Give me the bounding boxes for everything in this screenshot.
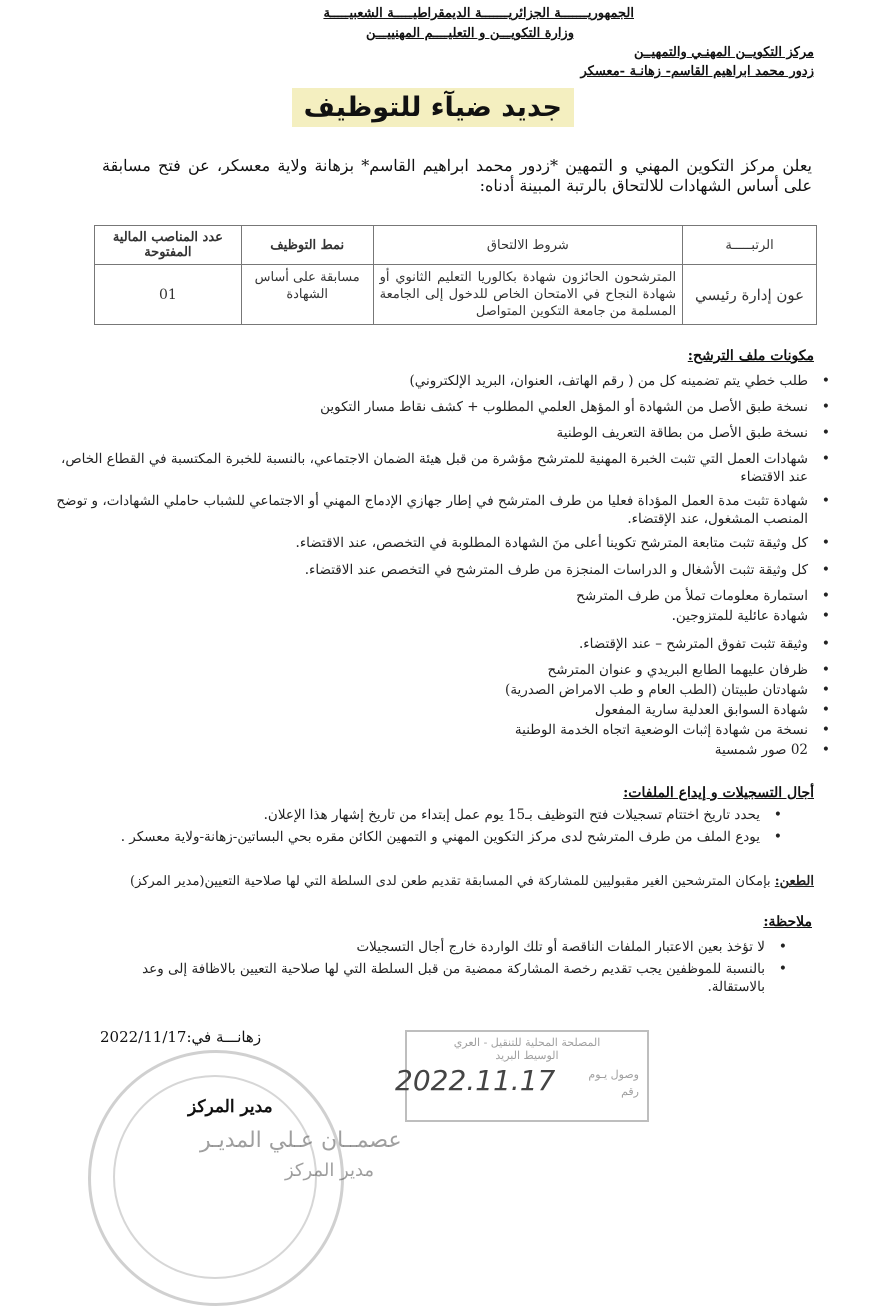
list-item: • يحدد تاريخ اختتام تسجيلات فتح التوظيف بـ15 يوم عمل إبتداء من تاريخ إشهار هذا الإعلان. bbox=[82, 806, 782, 824]
received-stamp bbox=[395, 1030, 649, 1122]
list-item: • شهادتان طبيتان (الطب العام و طب الامراض الصدرية) bbox=[55, 681, 830, 699]
appeal-text: بإمكان المترشحين الغير مقبوليين للمشاركة في المسابقة تقديم طعن لدى السلطة التي لها صلاحية التعيين(مدير المركز) bbox=[130, 874, 771, 889]
cell-rank: عون إدارة رئيسي bbox=[683, 265, 817, 325]
list-item: • شهادة تثبت مدة العمل المؤداة فعليا من طرف المترشح في إطار جهازي الإدماج المهني أو الاجتماعي للشباب حاملي الشهادات، و توضح المنصب المشغول، عند الإقتضاء. bbox=[55, 492, 830, 528]
positions-table bbox=[94, 225, 817, 325]
table-header-row bbox=[95, 226, 817, 265]
name-stamp: عصمــان عـلي المديـر bbox=[200, 1128, 402, 1153]
appeal-paragraph bbox=[74, 872, 814, 891]
header-conditions: شروط الالتحاق bbox=[373, 226, 682, 265]
list-item: • نسخة طبق الأصل من بطاقة التعريف الوطنية bbox=[55, 424, 830, 442]
deadlines-list bbox=[82, 806, 782, 846]
list-item: • شهادة عائلية للمتزوجين. bbox=[55, 607, 830, 625]
ministry-header: وزارة التكويـــن و التعليــــم المهنييـــن bbox=[365, 26, 574, 41]
file-components-heading: مكونات ملف الترشح: bbox=[687, 348, 814, 364]
intro-paragraph: يعلن مركز التكوين المهني و التمهين *زدور محمد ابراهيم القاسم* بزهانة ولاية معسكر، عن فتح مسابقة على أساس الشهادات للالتحاق بالرتبة المبينة أدناه: bbox=[102, 156, 812, 195]
appeal-label: الطعن: bbox=[774, 874, 814, 889]
list-item: • ظرفان عليهما الطابع البريدي و عنوان المترشح bbox=[55, 661, 830, 679]
notes-list bbox=[87, 938, 787, 996]
list-item: • شهادة السوابق العدلية سارية المفعول bbox=[55, 701, 830, 719]
notes-heading: ملاحظة: bbox=[763, 914, 812, 930]
list-item: • بالنسبة للموظفين يجب تقديم رخصة المشاركة ممضية من قبل السلطة التي لها صلاحية التعيين بالاظافة إلى وعد بالاستقالة. bbox=[87, 960, 787, 996]
place-date: زهانـــة في:2022/11/17 bbox=[100, 1028, 262, 1046]
header-rank: الرتبـــــة bbox=[683, 226, 817, 265]
cell-count: 01 bbox=[95, 265, 242, 325]
table-row bbox=[95, 265, 817, 325]
deadlines-heading: أجال التسجيلات و إيداع الملفات: bbox=[623, 785, 814, 801]
received-stamp-line2: الوسيط البريد bbox=[495, 1049, 559, 1062]
signatory-title: مدير المركز bbox=[188, 1097, 273, 1117]
center-location: زدور محمد ابراهيم القاسم- زهانـة -معسكر bbox=[580, 64, 814, 79]
header-count: عدد المناصب المالية المفتوحة bbox=[95, 226, 242, 265]
cell-mode: مسابقة على أساس الشهادة bbox=[241, 265, 373, 325]
list-item: • نسخة من شهادة إثبات الوضعية اتجاه الخدمة الوطنية bbox=[55, 721, 830, 739]
page-title: جديد ضيآء للتوظيف bbox=[292, 88, 574, 127]
list-item: • وثيقة تثبت تفوق المترشح – عند الإقتضاء. bbox=[55, 635, 830, 653]
list-item: • استمارة معلومات تملأ من طرف المترشح bbox=[55, 587, 830, 605]
received-stamp-line4: رقم bbox=[621, 1085, 639, 1098]
cell-conditions: المترشحون الحائزون شهادة بكالوريا التعليم الثانوي أو شهادة النجاح في الامتحان الخاص للدخول إلى الجامعة المسلمة من جامعة التكوين المتواصل bbox=[373, 265, 682, 325]
received-handwritten-date: 2022.11.17 bbox=[395, 1064, 556, 1097]
list-item: • نسخة طبق الأصل من الشهادة أو المؤهل العلمي المطلوب + كشف نقاط مسار التكوين bbox=[55, 398, 830, 416]
list-item: • لا تؤخذ بعين الاعتبار الملفات الناقصة أو تلك الواردة خارج أجال التسجيلات bbox=[87, 938, 787, 956]
list-item: • شهادات العمل التي تثبت الخبرة المهنية للمترشح مؤشرة من قبل هيئة الضمان الاجتماعي، بالنسبة للخبرة المكتسبة في القطاع الخاص، عند الاقتضاء bbox=[55, 450, 830, 486]
center-name: مركز التكويــن المهنـي والتمهيــن bbox=[634, 45, 814, 60]
list-item: • 02 صور شمسية bbox=[55, 741, 830, 759]
list-item: • طلب خطي يتم تضمينه كل من ( رقم الهاتف، العنوان، البريد الإلكتروني) bbox=[55, 372, 830, 390]
title-stamp: مدير المركز bbox=[285, 1160, 375, 1181]
list-item: • يودع الملف من طرف المترشح لدى مركز التكوين المهني و التمهين الكائن مقره بحي البساتين-زهانة-ولاية معسكر . bbox=[82, 828, 782, 846]
list-item: • كل وثيقة تثبت متابعة المترشح تكوينا أعلى منَ الشهادة المطلوبة في التخصص، عند الاقتضاء. bbox=[55, 534, 830, 552]
republic-header: الجمهوريـــــــة الجزائريـــــــة الديمقراطيـــــة الشعبيـــــة bbox=[323, 6, 634, 21]
file-components-list bbox=[55, 372, 830, 759]
header-mode: نمط التوظيف bbox=[241, 226, 373, 265]
list-item: • كل وثيقة تثبت الأشغال و الدراسات المنجزة من طرف المترشح في التخصص عند الاقتضاء. bbox=[55, 561, 830, 579]
received-stamp-line3: وصول يـوم bbox=[588, 1068, 639, 1081]
received-stamp-line1: المصلحة المحلية للتنقيل - العري bbox=[453, 1036, 601, 1049]
